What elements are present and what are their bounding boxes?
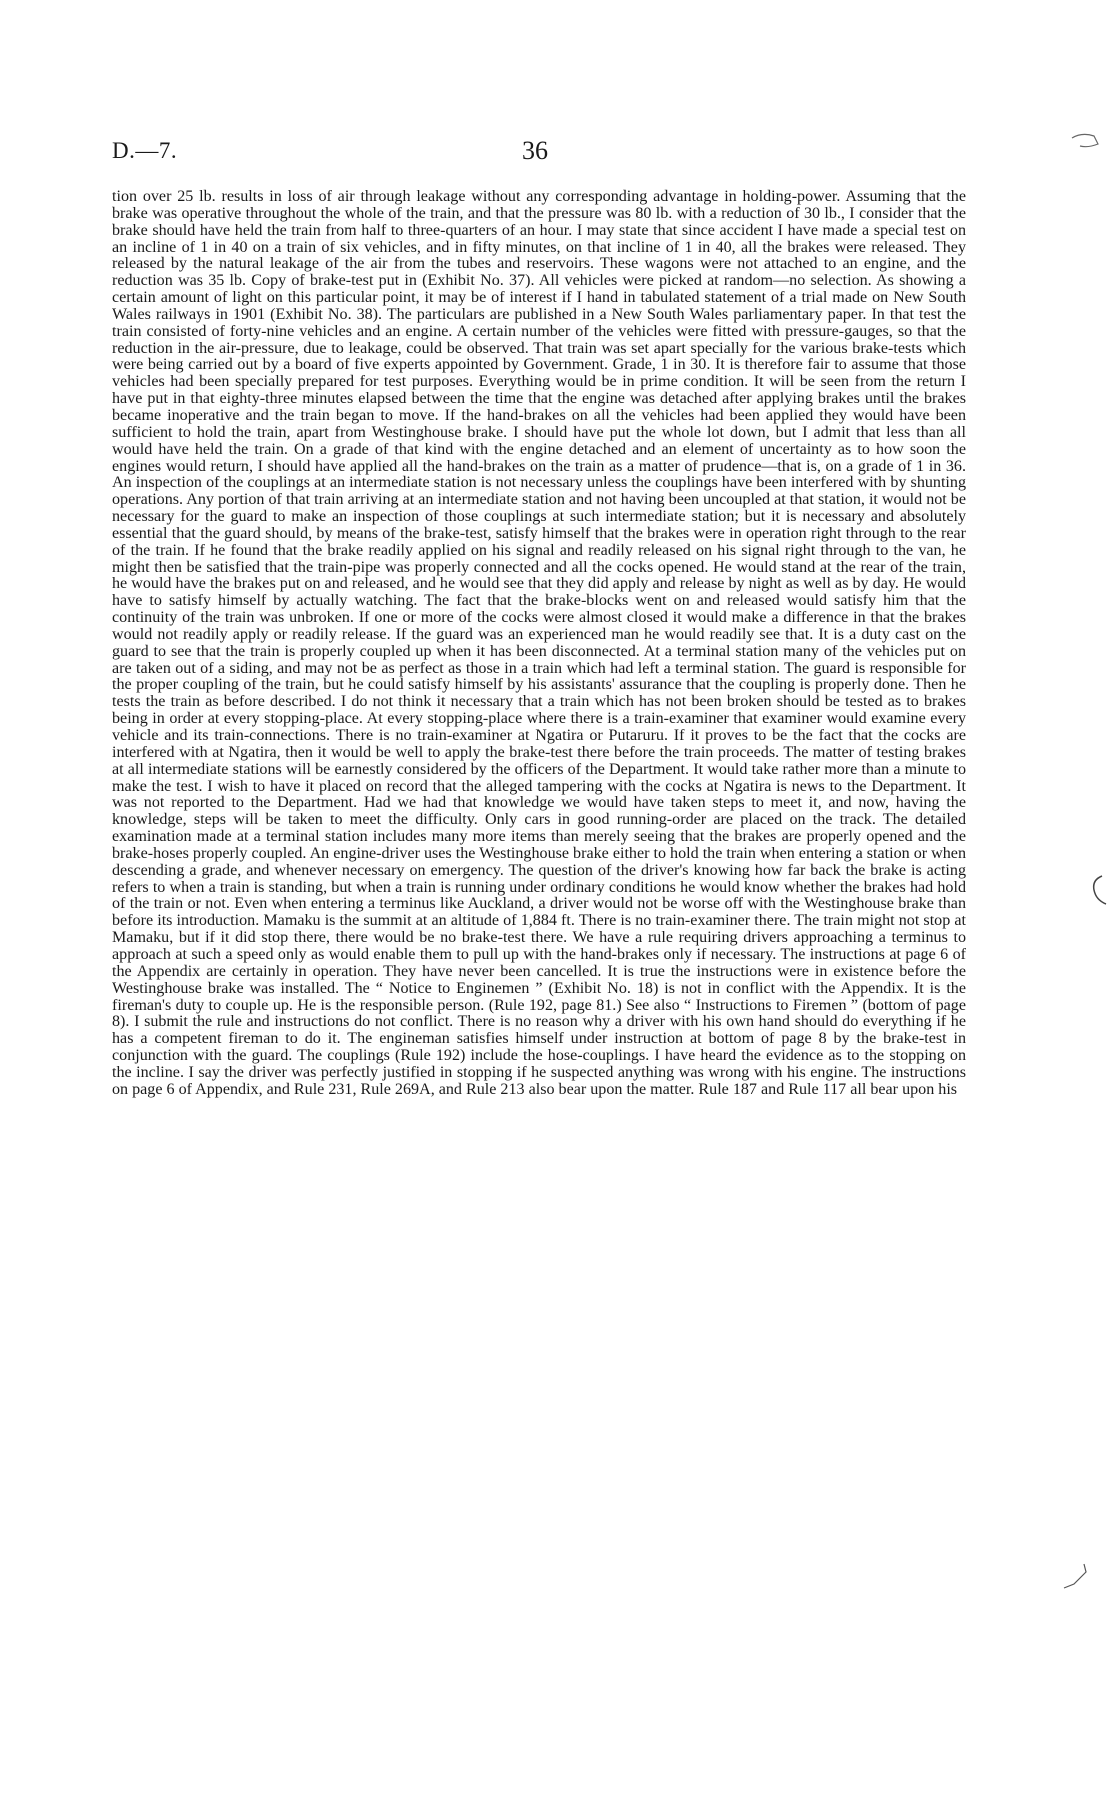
margin-bracket-mark [1086,870,1110,910]
margin-scan-mark-lower [1060,1560,1092,1590]
page-number: 36 [522,136,548,165]
page-header [112,138,962,168]
margin-scan-mark [1068,128,1102,152]
body-paragraph: tion over 25 lb. results in loss of air through leakage without any corresponding advantage in holding-power. Assuming that the brake was operative throughout the whole of the train, and that the pressure was 80 lb. with a reduction of 30 lb., I consider that the brake should have held the train from half to three-quarters of an hour. I may state that since accident I have made a special test on an incline of 1 in 40 on a train of six vehicles, and in fifty minutes, on that incline of 1 in 40, all the brakes were released. They released by the natural leakage of the air from the tubes and reservoirs. These wagons were not attached to an engine, and the reduction was 35 lb. Copy of brake-test put in (Exhibit No. 37). All vehicles were picked at random—no selection. As showing a certain amount of light on this particular point, it may be of interest if I hand in tabulated statement of a trial made on New South Wales railways in 1901 (Exhibit No. 38). The particulars are published in a New South Wales parliamentary paper. In that test the train consisted of forty-nine vehicles and an engine. A certain number of the vehicles were fitted with pressure-gauges, so that the reduction in the air-pressure, due to leakage, could be observed. That train was set apart specially for the various brake-tests which were being carried out by a board of five experts appointed by Government. Grade, 1 in 30. It is therefore fair to assume that those vehicles had been specially prepared for test purposes. Everything would be in prime condition. It will be seen from the return I have put in that eighty-three minutes elapsed between the time that the engine was detached after applying brakes until the brakes became inoperative and the train began to move. If the hand-brakes on all the vehicles had been applied they would have been sufficient to hold the train, apart from Westinghouse brake. I should have put the whole lot down, but I admit that less than all would have held the train. On a grade of that kind with the engine detached and an element of uncertainty as to how soon the engines would return, I should have applied all the hand-brakes on the train as a matter of prudence—that is, on a grade of 1 in 36. An inspection of the couplings at an intermediate station is not necessary unless the couplings have been interfered with by shunting operations. Any portion of that train arriving at an intermediate station and not having been uncoupled at that station, it would not be necessary for the guard to make an inspection of those couplings at such intermediate station; but it is necessary and absolutely essential that the guard should, by means of the brake-test, satisfy himself that the brakes were in operation right through to the rear of the train. If he found that the brake readily applied on his signal and readily released on his signal right through to the van, he might then be satisfied that the train-pipe was properly connected and all the cocks opened. He would stand at the rear of the train, he would have the brakes put on and released, and he would see that they did apply and release by night as well as by day. He would have to satisfy himself by actually watching. The fact that the brake-blocks went on and released would satisfy him that the continuity of the train was unbroken. If one or more of the cocks were almost closed it would make a difference in that the brakes would not readily apply or readily release. If the guard was an experienced man he would readily see that. It is a duty cast on the guard to see that the train is properly coupled up when it has been disconnected. At a terminal station many of the vehicles put on are taken out of a siding, and may not be as perfect as those in a train which had left a terminal station. The guard is responsible for the proper coupling of the train, but he could satisfy himself by his assistants' assurance that the coupling is properly done. Then he tests the train as before described. I do not think it necessary that a train which has not been broken should be tested as to brakes being in order at every stopping-place. At every stopping-place where there is a train-examiner that examiner would examine every vehicle and its train-connections. There is no train-examiner at Ngatira or Putaruru. If it proves to be the fact that the cocks are interfered with at Ngatira, then it would be well to apply the brake-test there before the train proceeds. The matter of testing brakes at all intermediate stations will be earnestly considered by the officers of the Department. It would take rather more than a minute to make the test. I wish to have it placed on record that the alleged tampering with the cocks at Ngatira is news to the Department. It was not reported to the Department. Had we had that knowledge we would have taken steps to meet it, and now, having the knowledge, steps will be taken to meet the difficulty. Only cars in good running-order are placed on the track. The detailed examination made at a terminal station includes many more items than merely seeing that the brakes are properly opened and the brake-hoses properly coupled. An engine-driver uses the Westinghouse brake either to hold the train when entering a station or when descending a grade, and whenever necessary on emergency. The question of the driver's knowing how far back the brake is acting refers to when a train is standing, but when a train is running under ordinary conditions he would know whether the brakes had hold of the train or not. Even when entering a terminus like Auckland, a driver would not be worse off with the Westinghouse brake than before its introduction. Mamaku is the summit at an altitude of 1,884 ft. There is no train-examiner there. The train might not stop at Mamaku, but if it did stop there, there would be no brake-test there. We have a rule requiring drivers approaching a terminus to approach at such a speed only as would enable them to pull up with the hand-brakes only if necessary. The instructions at page 6 of the Appendix are certainly in operation. They have never been cancelled. It is true the instructions were in existence before the Westinghouse brake was installed. The “ Notice to Enginemen ” (Exhibit No. 18) is not in conflict with the Appendix. It is the fireman's duty to couple up. He is the responsible person. (Rule 192, page 81.) See also “ Instructions to Firemen ” (bottom of page 8). I submit the rule and instructions do not conflict. There is no reason why a driver with his own hand should do everything if he has a competent fireman to do it. The engineman satisfies himself under instruction at bottom of page 8 by the brake-test in conjunction with the guard. The couplings (Rule 192) include the hose-couplings. I have heard the evidence as to the stopping on the incline. I say the driver was perfectly justified in stopping if he suspected anything was wrong with his engine. The instructions on page 6 of Appendix, and Rule 231, Rule 269A, and Rule 213 also bear upon the matter. Rule 187 and Rule 117 all bear upon his [112,188,966,1098]
document-reference: D.—7. [112,138,178,163]
